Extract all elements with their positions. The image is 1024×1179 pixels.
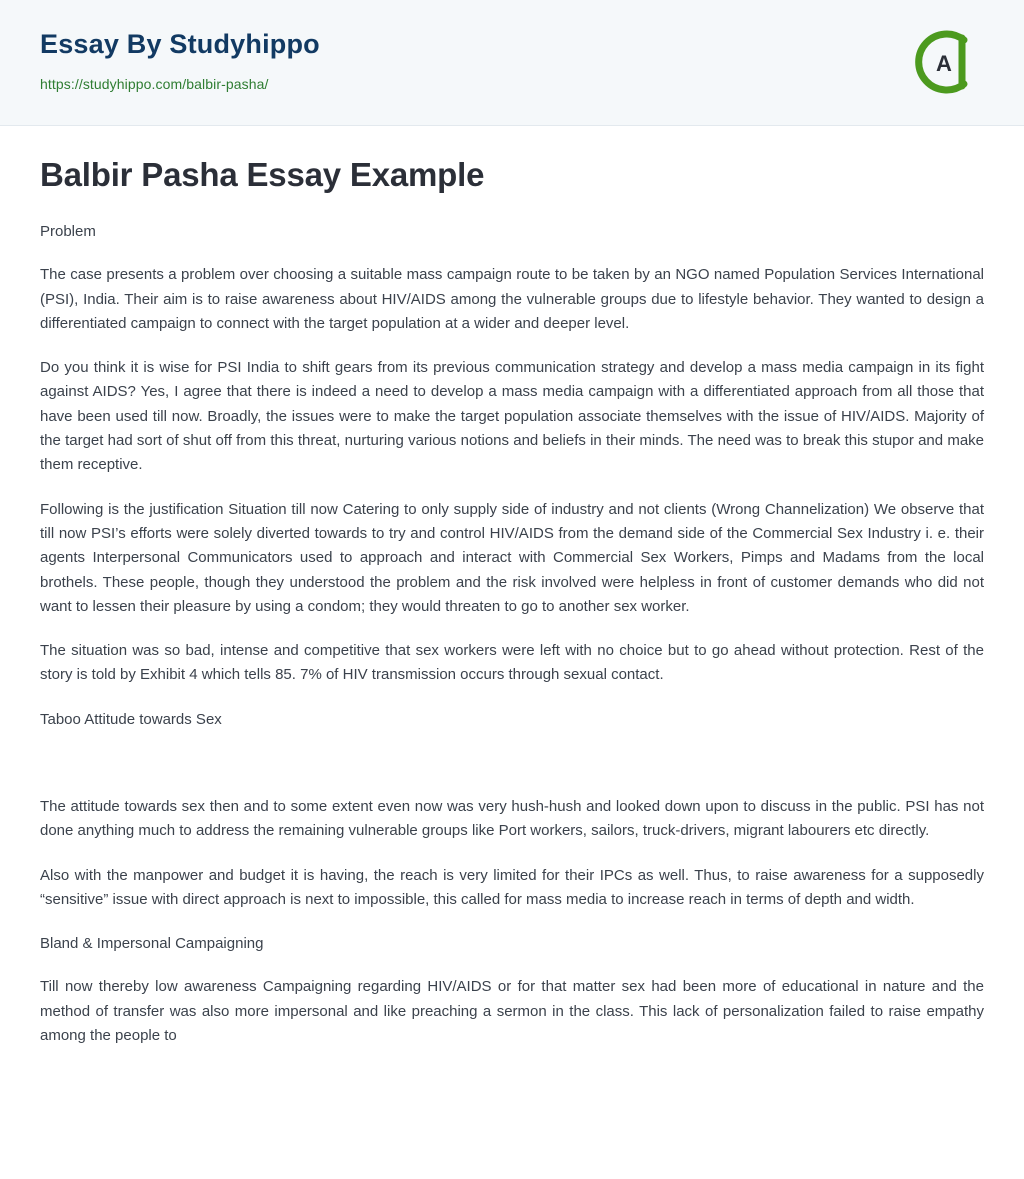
paragraph: Till now thereby low awareness Campaigning regarding HIV/AIDS or for that matter sex had been more of educational in nature and the method of transfer was also more impersonal and like preaching a sermon in the class. This lack of personalization failed to raise empathy among the people to	[40, 978, 984, 1044]
paragraph: The attitude towards sex then and to some extent even now was very hush-hush and looked down upon to discuss in the public. PSI has not done anything much to address the remaining vulnerable groups like Port workers, sailors, truck-drivers, migrant labourers etc directly.	[40, 797, 984, 840]
article-body	[0, 126, 1024, 1088]
paragraph: Do you think it is wise for PSI India to shift gears from its previous communication strategy and develop a mass media campaign in its fight against AIDS? Yes, I agree that there is indeed a need to develop a mass media campaign with a differentiated approach from all those that have been used till now. Broadly, the issues were to make the target population associate themselves with the issue of HIV/AIDS. Majority of the target had sort of shut off from this threat, nurturing various notions and beliefs in their minds. The need was to break this stupor and make them receptive.	[40, 359, 984, 474]
letter-a-circle-logo-icon	[906, 24, 982, 100]
svg-text:A: A	[936, 51, 952, 76]
page-header	[0, 0, 1024, 126]
paragraph: The situation was so bad, intense and competitive that sex workers were left with no choice but to go ahead without protection. Rest of the story is told by Exhibit 4 which tells 85. 7% of HIV transmission occurs through sexual contact.	[40, 642, 984, 684]
page-title: Balbir Pasha Essay Example	[40, 156, 485, 193]
paragraph: Following is the justification Situation till now Catering to only supply side of industry and not clients (Wrong Channelization) We observe that till now PSI’s efforts were solely diverted towards to try and control HIV/AIDS from the demand side of the Commercial Sex Industry i. e. their agents Interpersonal Communicators used to approach and interact with Commercial Sex Workers, Pimps and Madams from the local brothels. These people, though they understood the problem and the risk involved were helpless in front of customer demands who did not want to lessen their pleasure by using a condom; they would threaten to go to another sex worker.	[40, 500, 984, 615]
section-subhead: Bland & Impersonal Campaigning	[40, 935, 264, 953]
section-subhead: Taboo Attitude towards Sex	[40, 710, 222, 728]
section-subhead: Problem	[40, 223, 96, 240]
site-title: Essay By Studyhippo	[40, 29, 320, 59]
paragraph: Also with the manpower and budget it is having, the reach is very limited for their IPCs as well. Thus, to raise awareness for a supposedly “sensitive” issue with direct approach is next to impossible, this called for mass media to increase reach in terms of depth and width.	[40, 866, 984, 908]
content-gap	[40, 751, 984, 795]
paragraph: The case presents a problem over choosing a suitable mass campaign route to be taken by an NGO named Population Services International (PSI), India. Their aim is to raise awareness about HIV/AIDS among the vulnerable groups due to lifestyle behavior. They wanted to design a differentiated campaign to connect with the target population at a wider and deeper level.	[40, 266, 984, 332]
site-url-link[interactable]: https://studyhippo.com/balbir-pasha/	[40, 75, 269, 92]
